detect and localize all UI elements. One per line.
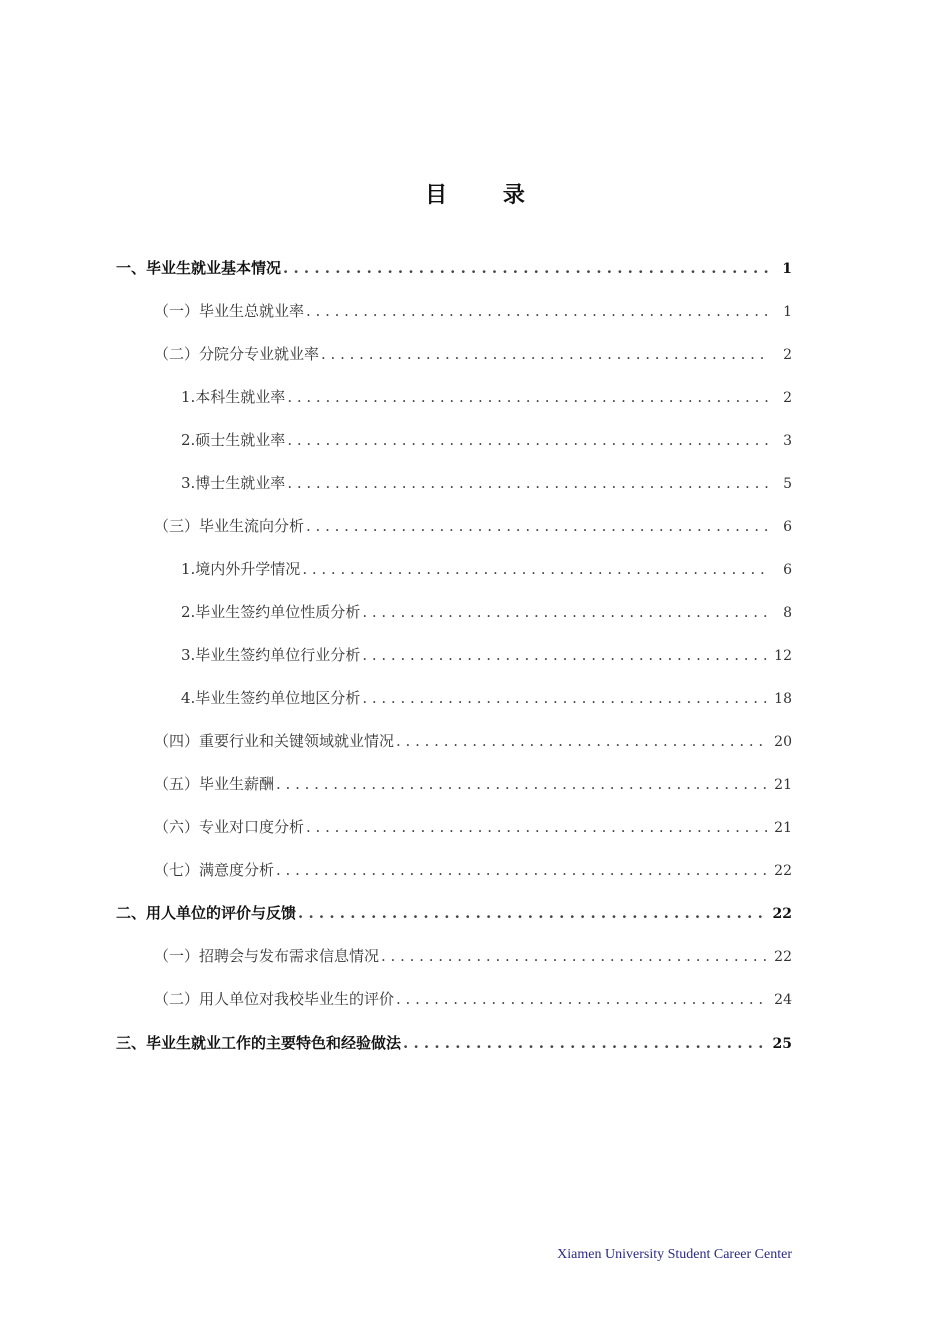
toc-dot-leader: [362, 600, 768, 624]
toc-dot-leader: [306, 299, 768, 323]
toc-entry-label: 1.本科生就业率: [181, 388, 286, 406]
toc-dot-leader: [287, 428, 768, 452]
toc-entry-label: （七）满意度分析: [154, 861, 275, 879]
toc-entry[interactable]: [154, 772, 792, 796]
toc-entry-label: 4.毕业生签约单位地区分析: [181, 689, 361, 707]
toc-entry[interactable]: [154, 342, 792, 366]
toc-entry[interactable]: [154, 729, 792, 753]
toc-page-number: 1: [782, 261, 792, 277]
page-footer: Xiamen University Student Career Center: [557, 1247, 792, 1262]
toc-entry[interactable]: [181, 471, 792, 495]
toc-page-number: 6: [783, 562, 792, 578]
toc-dot-leader: [362, 686, 768, 710]
toc-entry-label: 三、毕业生就业工作的主要特色和经验做法: [116, 1034, 402, 1052]
toc-dot-leader: [287, 385, 768, 409]
toc-entry-label: 3.毕业生签约单位行业分析: [181, 646, 361, 664]
toc-entry[interactable]: [116, 901, 792, 925]
page-title: 目 录: [425, 182, 549, 208]
toc-page-number: 18: [774, 691, 792, 707]
toc-dot-leader: [306, 514, 768, 538]
toc-entry-label: （三）毕业生流向分析: [154, 517, 305, 535]
toc-page-number: 22: [774, 949, 792, 965]
toc-entry-label: （二）用人单位对我校毕业生的评价: [154, 990, 395, 1008]
toc-page-number: 2: [783, 390, 792, 406]
toc-page-number: 3: [783, 433, 792, 449]
toc-dot-leader: [276, 772, 768, 796]
toc-page-number: 21: [774, 820, 792, 836]
toc-entry-label: 3.博士生就业率: [181, 474, 286, 492]
toc-page-number: 21: [774, 777, 792, 793]
toc-entry[interactable]: [154, 815, 792, 839]
toc-dot-leader: [381, 944, 768, 968]
toc-page-number: 22: [774, 863, 792, 879]
toc-entry-label: 1.境内外升学情况: [181, 560, 301, 578]
toc-entry[interactable]: [154, 987, 792, 1011]
toc-entry[interactable]: [154, 944, 792, 968]
toc-page-number: 24: [774, 992, 792, 1008]
toc-dot-leader: [362, 643, 768, 667]
toc-dot-leader: [283, 256, 768, 280]
toc-page-number: 25: [772, 1036, 792, 1052]
toc-entry-label: 二、用人单位的评价与反馈: [116, 904, 297, 922]
toc-entry-label: （一）招聘会与发布需求信息情况: [154, 947, 380, 965]
toc-page-number: 6: [783, 519, 792, 535]
toc-dot-leader: [302, 557, 768, 581]
toc-entry[interactable]: [181, 385, 792, 409]
toc-dot-leader: [298, 901, 767, 925]
toc-dot-leader: [321, 342, 768, 366]
toc-dot-leader: [396, 729, 768, 753]
toc-entry[interactable]: [181, 428, 792, 452]
toc-entry[interactable]: [154, 514, 792, 538]
toc-page-number: 12: [774, 648, 792, 664]
toc-entry-label: （五）毕业生薪酬: [154, 775, 275, 793]
toc-entry-label: 一、毕业生就业基本情况: [116, 259, 282, 277]
toc-entry[interactable]: [181, 557, 792, 581]
toc-dot-leader: [396, 987, 768, 1011]
toc-entry[interactable]: [116, 256, 792, 280]
toc-page-number: 2: [783, 347, 792, 363]
toc-page-number: 22: [772, 906, 792, 922]
toc-entry[interactable]: [181, 686, 792, 710]
toc-entry[interactable]: [116, 1031, 792, 1055]
toc-entry-label: （六）专业对口度分析: [154, 818, 305, 836]
toc-entry-label: 2.硕士生就业率: [181, 431, 286, 449]
toc-page-number: 8: [783, 605, 792, 621]
toc-entry-label: （四）重要行业和关键领域就业情况: [154, 732, 395, 750]
toc-entry-label: 2.毕业生签约单位性质分析: [181, 603, 361, 621]
toc-entry[interactable]: [154, 858, 792, 882]
toc-page-number: 5: [783, 476, 792, 492]
toc-dot-leader: [403, 1031, 767, 1055]
toc-entry[interactable]: [181, 643, 792, 667]
toc-dot-leader: [287, 471, 768, 495]
toc-entry[interactable]: [154, 299, 792, 323]
toc-dot-leader: [276, 858, 768, 882]
toc-dot-leader: [306, 815, 768, 839]
toc-page-number: 20: [774, 734, 792, 750]
toc-page-number: 1: [783, 304, 792, 320]
toc-entry-label: （二）分院分专业就业率: [154, 345, 320, 363]
toc-entry-label: （一）毕业生总就业率: [154, 302, 305, 320]
toc-entry[interactable]: [181, 600, 792, 624]
